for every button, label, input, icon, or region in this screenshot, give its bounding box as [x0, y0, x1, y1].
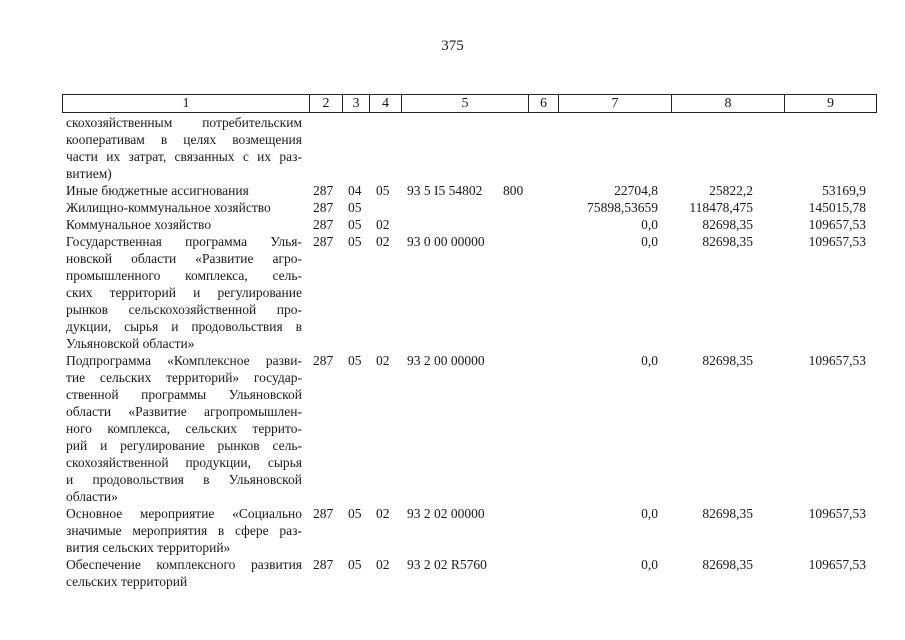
column-header-5: 5: [402, 95, 529, 113]
row-name-line: области»: [66, 489, 118, 504]
row-name-line: скохозяйственной продукции, сырья: [66, 455, 302, 470]
cell-col-7: 22704,8: [614, 183, 658, 198]
row-name-line: Ульяновской области»: [66, 336, 195, 351]
row-name-line: Коммунальное хозяйство: [66, 217, 212, 232]
cell-col-9: 109657,53: [808, 217, 866, 232]
cell-col-8: 25822,2: [709, 183, 753, 198]
cell-col-4: 02: [376, 234, 390, 249]
cell-col-2: 287: [313, 353, 334, 368]
row-name-line: Иные бюджетные ассигнования: [66, 183, 249, 198]
row-name-line: рынков сельскохозяйственной про-: [66, 302, 302, 317]
row-name-line: Жилищно-коммунальное хозяйство: [66, 200, 271, 215]
column-header-6: 6: [529, 95, 559, 113]
row-name-line: ного комплекса, сельских террито-: [66, 421, 302, 436]
cell-col-9: 109657,53: [808, 234, 866, 249]
cell-col-8: 82698,35: [702, 353, 753, 368]
row-name-line: скохозяйственным потребительским: [66, 115, 302, 130]
column-header-3: 3: [343, 95, 370, 113]
column-header-table: [62, 94, 877, 113]
row-name: [66, 352, 302, 505]
cell-col-3: 05: [348, 200, 362, 215]
row-name-line: области «Развитие агропромышлен-: [66, 404, 302, 419]
cell-col-7: 0,0: [641, 234, 658, 249]
cell-col-3: 05: [348, 557, 362, 572]
cell-col-2: 287: [313, 557, 334, 572]
cell-col-5: 93 2 02 00000: [407, 506, 485, 521]
cell-col-2: 287: [313, 183, 334, 198]
column-header-2: 2: [310, 95, 343, 113]
row-name-line: тие сельских территорий» государ-: [66, 370, 302, 385]
cell-col-7: 75898,53659: [587, 200, 658, 215]
cell-col-7: 0,0: [641, 557, 658, 572]
cell-col-4: 02: [376, 557, 390, 572]
row-name-line: витием): [66, 166, 112, 181]
row-name-line: ских территорий и регулирование: [66, 285, 302, 300]
row-name-line: Государственная программа Улья-: [66, 234, 302, 249]
cell-col-9: 145015,78: [808, 200, 866, 215]
row-name: [66, 505, 302, 556]
column-header-7: 7: [559, 95, 672, 113]
cell-col-5: 93 0 00 00000: [407, 234, 485, 249]
cell-col-4: 02: [376, 506, 390, 521]
row-name: [66, 216, 302, 233]
row-name-line: значимые мероприятия в сфере раз-: [66, 523, 302, 538]
cell-col-2: 287: [313, 234, 334, 249]
cell-col-6: 800: [503, 183, 524, 198]
cell-col-3: 05: [348, 217, 362, 232]
cell-col-9: 109657,53: [808, 506, 866, 521]
row-name: [66, 556, 302, 590]
cell-col-5: 93 2 02 R5760: [407, 557, 487, 572]
cell-col-2: 287: [313, 200, 334, 215]
cell-col-3: 04: [348, 183, 362, 198]
row-name-line: дукции, сырья и продовольствия в: [66, 319, 302, 334]
column-header-1: 1: [63, 95, 310, 113]
row-name-line: Подпрограмма «Комплексное разви-: [66, 353, 302, 368]
cell-col-2: 287: [313, 217, 334, 232]
cell-col-4: 05: [376, 183, 390, 198]
row-name-line: вития сельских территорий»: [66, 540, 231, 555]
cell-col-8: 82698,35: [702, 557, 753, 572]
cell-col-7: 0,0: [641, 506, 658, 521]
row-name-line: кооперативам в целях возмещения: [66, 132, 302, 147]
cell-col-3: 05: [348, 234, 362, 249]
cell-col-9: 53169,9: [822, 183, 866, 198]
cell-col-9: 109657,53: [808, 353, 866, 368]
column-header-4: 4: [370, 95, 402, 113]
row-name: [66, 233, 302, 352]
cell-col-3: 05: [348, 353, 362, 368]
row-name: [66, 182, 302, 199]
cell-col-9: 109657,53: [808, 557, 866, 572]
cell-col-5: 93 5 I5 54802: [407, 183, 483, 198]
cell-col-4: 02: [376, 353, 390, 368]
row-name-line: промышленного комплекса, сель-: [66, 268, 302, 283]
page-number: 375: [441, 38, 464, 54]
row-name-line: рий и регулирование рынков сель-: [66, 438, 302, 453]
cell-col-8: 82698,35: [702, 506, 753, 521]
row-name-line: сельских территорий: [66, 574, 188, 589]
cell-col-7: 0,0: [641, 353, 658, 368]
column-header-9: 9: [785, 95, 877, 113]
row-name-line: ственной программы Ульяновской: [66, 387, 302, 402]
row-name-line: новской области «Развитие агро-: [66, 251, 302, 266]
row-name: [66, 114, 302, 182]
cell-col-3: 05: [348, 506, 362, 521]
cell-col-8: 82698,35: [702, 217, 753, 232]
cell-col-4: 02: [376, 217, 390, 232]
cell-col-2: 287: [313, 506, 334, 521]
row-name: [66, 199, 302, 216]
cell-col-8: 82698,35: [702, 234, 753, 249]
row-name-line: Обеспечение комплексного развития: [66, 557, 302, 572]
cell-col-8: 118478,475: [689, 200, 753, 215]
row-name-line: Основное мероприятие «Социально: [66, 506, 302, 521]
column-header-row: [63, 95, 877, 113]
cell-col-7: 0,0: [641, 217, 658, 232]
column-header-8: 8: [672, 95, 785, 113]
row-name-line: и продовольствия в Ульяновской: [66, 472, 302, 487]
cell-col-5: 93 2 00 00000: [407, 353, 485, 368]
row-name-line: части их затрат, связанных с их раз-: [66, 149, 302, 164]
